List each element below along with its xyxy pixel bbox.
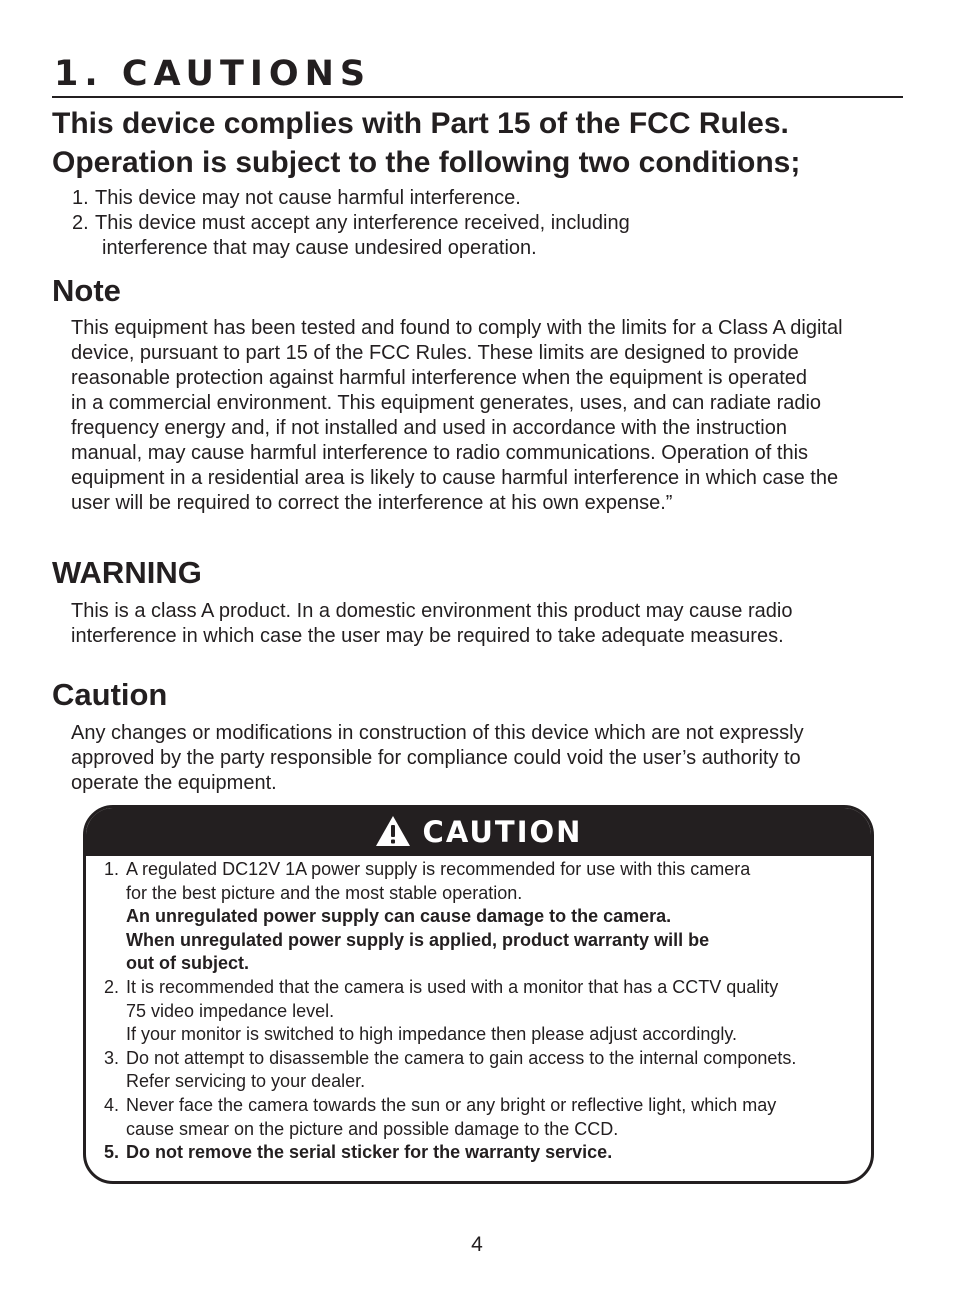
list-text: It is recommended that the camera is used with a monitor that has a CCTV quality xyxy=(126,976,779,997)
note-heading: Note xyxy=(52,273,121,308)
text-line: This is a class A product. In a domestic environment this product may cause radio xyxy=(71,600,793,622)
list-text: This device may not cause harmful interference. xyxy=(95,187,521,209)
caution-body xyxy=(71,721,907,796)
list-text-emphasis: out of subject. xyxy=(126,953,249,974)
text-line: user will be required to correct the interference at his own expense.” xyxy=(71,492,673,514)
text-line: operate the equipment. xyxy=(71,772,277,794)
list-number: 2. xyxy=(72,212,89,234)
caution-banner xyxy=(86,808,871,856)
warning-body xyxy=(71,599,907,649)
list-text: 75 video impedance level. xyxy=(126,1000,335,1021)
list-text-emphasis: Do not remove the serial sticker for the warranty service. xyxy=(126,1142,613,1163)
list-text: If your monitor is switched to high impedance then please adjust accordingly. xyxy=(126,1024,737,1045)
list-text: This device must accept any interference received, including xyxy=(95,212,630,234)
text-line: in a commercial environment. This equipment generates, uses, and can radiate radio xyxy=(71,392,822,414)
list-item xyxy=(104,858,864,976)
caution-box xyxy=(83,805,874,1184)
page-title: 1. CAUTIONS xyxy=(54,54,372,94)
list-item xyxy=(104,1141,864,1165)
caution-list xyxy=(104,858,864,1165)
text-line: reasonable protection against harmful interference when the equipment is operated xyxy=(71,367,808,389)
list-number: 1. xyxy=(72,187,89,209)
caution-banner-title: CAUTION xyxy=(422,815,583,849)
fcc-heading xyxy=(52,104,800,182)
text-line: This equipment has been tested and found to comply with the limits for a Class A digital xyxy=(71,317,843,339)
list-number: 2. xyxy=(104,976,120,997)
text-line: equipment in a residential area is likely to cause harmful interference in which case the xyxy=(71,467,839,489)
list-number: 5. xyxy=(104,1142,120,1163)
page-number: 4 xyxy=(471,1233,483,1256)
text-line: Any changes or modifications in construction of this device which are not expressly xyxy=(71,722,804,744)
text-line: manual, may cause harmful interference to radio communications. Operation of this xyxy=(71,442,809,464)
text-line: approved by the party responsible for compliance could void the user’s authority to xyxy=(71,747,801,769)
caution-heading: Caution xyxy=(52,677,168,712)
text-line: device, pursuant to part 15 of the FCC Rules. These limits are designed to provide xyxy=(71,342,799,364)
list-number: 4. xyxy=(104,1094,120,1115)
list-item xyxy=(72,211,772,236)
fcc-heading-line: Operation is subject to the following two conditions; xyxy=(52,146,801,179)
list-text: Refer servicing to your dealer. xyxy=(126,1071,366,1092)
list-text-emphasis: An unregulated power supply can cause damage to the camera. xyxy=(126,906,672,927)
list-text: cause smear on the picture and possible damage to the CCD. xyxy=(126,1118,619,1139)
list-text: Do not attempt to disassemble the camera to gain access to the internal componets. xyxy=(126,1047,797,1068)
fcc-heading-line: This device complies with Part 15 of the FCC Rules. xyxy=(52,107,789,140)
list-number: 3. xyxy=(104,1047,120,1068)
text-line: interference in which case the user may be required to take adequate measures. xyxy=(71,625,784,647)
title-divider xyxy=(52,96,903,98)
fcc-conditions-list xyxy=(72,186,772,261)
list-text-emphasis: When unregulated power supply is applied, product warranty will be xyxy=(126,929,710,950)
note-body xyxy=(71,316,907,516)
warning-heading: WARNING xyxy=(52,555,202,590)
list-text-continued: interference that may cause undesired operation. xyxy=(102,237,537,259)
list-text: A regulated DC12V 1A power supply is recommended for use with this camera xyxy=(126,859,751,879)
text-line: frequency energy and, if not installed and used in accordance with the instruction xyxy=(71,417,787,439)
warning-triangle-icon xyxy=(375,815,411,847)
list-text: Never face the camera towards the sun or any bright or reflective light, which may xyxy=(126,1094,777,1115)
list-item xyxy=(104,1094,864,1141)
list-item xyxy=(104,1047,864,1094)
list-item xyxy=(104,976,864,1047)
list-item xyxy=(72,186,772,211)
list-text: for the best picture and the most stable operation. xyxy=(126,882,523,903)
list-number: 1. xyxy=(104,859,120,879)
